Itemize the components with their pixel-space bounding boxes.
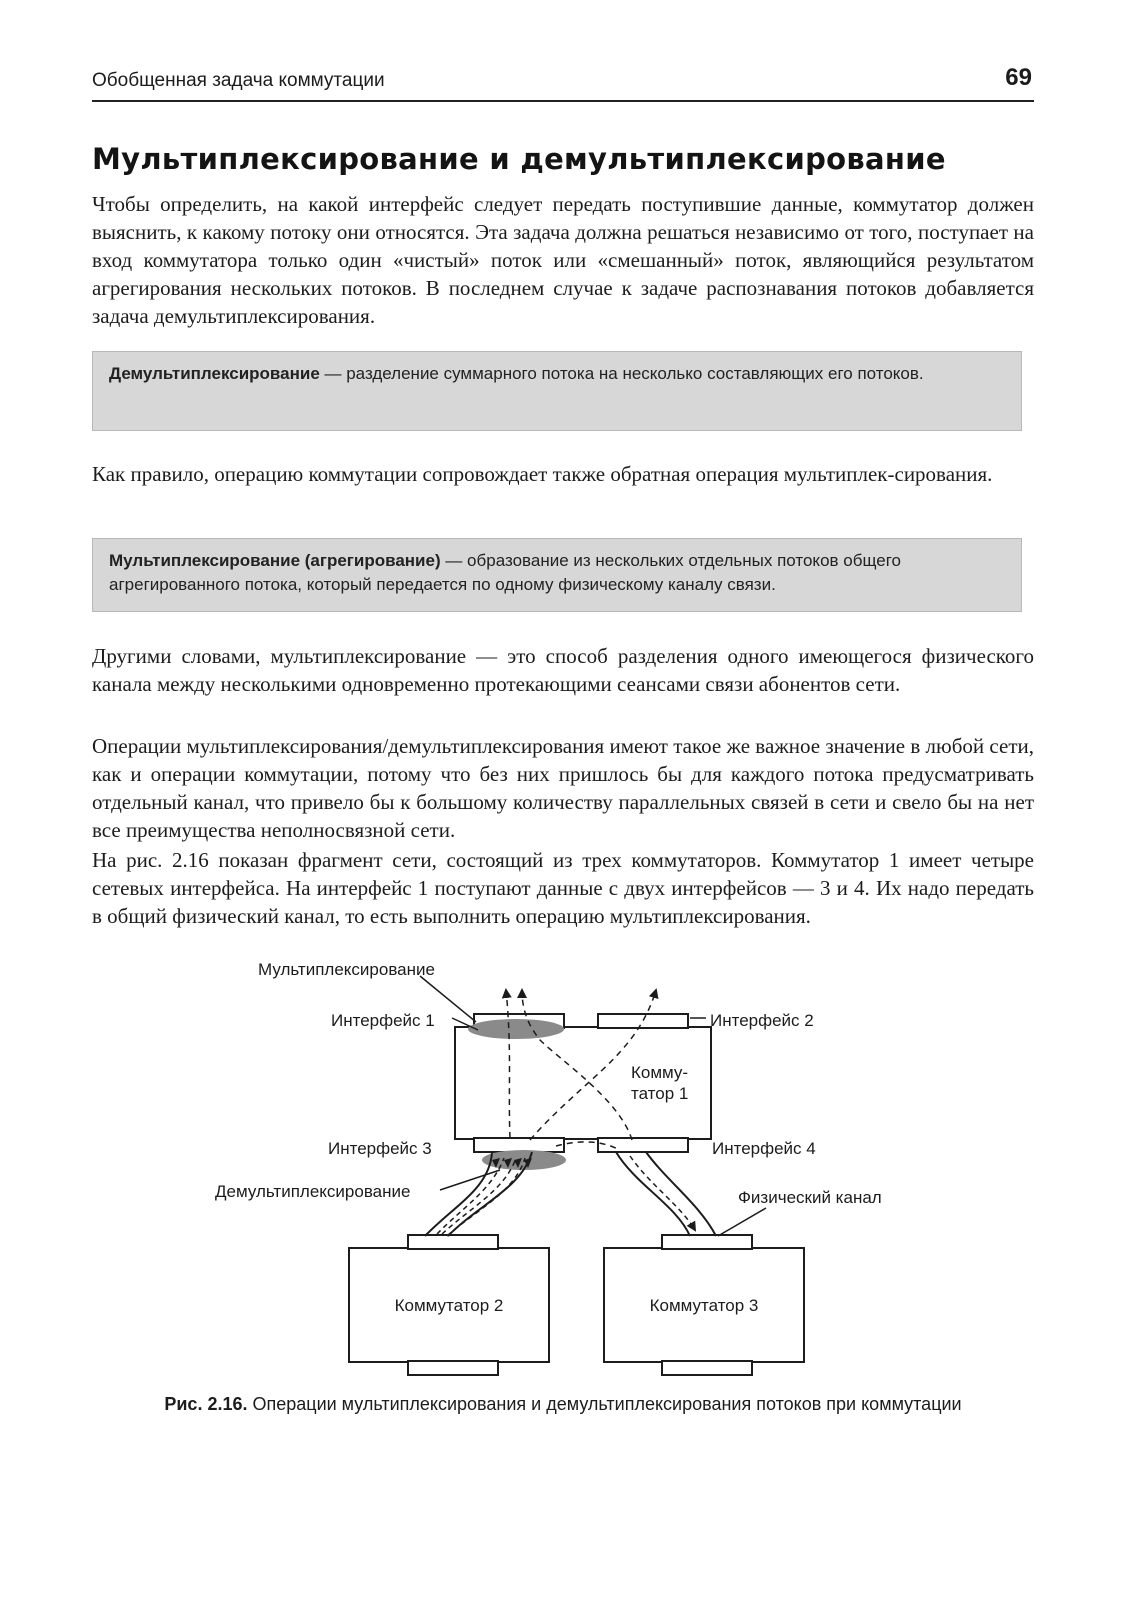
label-switch2: Коммутатор 2 (394, 1296, 504, 1315)
channel-right-edge-b (646, 1152, 716, 1236)
interface2-port (598, 1014, 688, 1028)
caption-text: Операции мультиплексирования и демультиплексирования потоков при коммутации (247, 1394, 962, 1414)
switch3-bottom-port (662, 1361, 752, 1375)
interface4-port (598, 1138, 688, 1152)
definition-box-multiplexing (92, 538, 1022, 612)
definition-text: — образование из нескольких отдельных потоков общего агрегированного потока, который передается по одному физическому каналу связи. (109, 551, 901, 594)
switch3-top-port (662, 1235, 752, 1249)
switching-diagram (0, 940, 1130, 1380)
paragraph-intro: Чтобы определить, на какой интерфейс следует передать поступившие данные, коммутатор должен выяснить, к какому потоку они относятся. Эта задача должна решаться независимо от того, поступает на вход коммутатора только один «чистый» поток или «смешанный» поток, являющийся результатом агрегирования нескольких потоков. В последнем случае к задаче распознавания потоков добавляется задача демультиплексирования. (92, 192, 1034, 328)
label-switch1-line1: Комму- (631, 1063, 689, 1082)
paragraph-other-words: Другими словами, мультиплексирование — это способ разделения одного имеющегося физического канала между несколькими одновременно протекающими сеансами связи абонентов сети. (92, 644, 1034, 696)
multiplexing-ellipse (468, 1019, 564, 1039)
label-interface1: Интерфейс 1 (331, 1011, 435, 1030)
label-interface3: Интерфейс 3 (328, 1139, 432, 1158)
definition-term: Демультиплексирование (109, 364, 320, 383)
label-switch3: Коммутатор 3 (649, 1296, 759, 1315)
label-multiplexing: Мультиплексирование (258, 960, 435, 979)
running-header (92, 64, 1034, 102)
label-interface2: Интерфейс 2 (710, 1011, 814, 1030)
switch2-bottom-port (408, 1361, 498, 1375)
definition-box-demultiplexing (92, 351, 1022, 431)
paragraph-importance: Операции мультиплексирования/демультиплексирования имеют такое же важное значение в любой сети, как и операции коммутации, потому что без них пришлось бы для каждого потока предусматривать отдельный канал, что привело бы к большому количеству параллельных связей в сети и свело бы на нет все преимущества неполносвязной сети. (92, 734, 1034, 842)
page-number: 69 (1005, 64, 1032, 91)
definition-term: Мультиплексирование (агрегирование) (109, 551, 441, 570)
physical-channel-leader-line (718, 1208, 766, 1236)
running-title: Обобщенная задача коммутации (92, 70, 385, 91)
figure-2-16 (0, 940, 1130, 1380)
channel-right-flow (630, 1156, 695, 1230)
switch1-box (455, 1027, 711, 1139)
switch2-top-port (408, 1235, 498, 1249)
label-demultiplexing: Демультиплексирование (215, 1182, 411, 1201)
label-switch1-line2: татор 1 (631, 1084, 689, 1103)
channel-right-edge-a (616, 1152, 690, 1236)
definition-text: — разделение суммарного потока на несколько составляющих его потоков. (319, 364, 924, 383)
paragraph-figure-reference: На рис. 2.16 показан фрагмент сети, состоящий из трех коммутаторов. Коммутатор 1 имеет четыре сетевых интерфейса. На интерфейс 1 поступают данные с двух интерфейсов — 3 и 4. Их надо передать в общий физический канал, то есть выполнить операцию мультиплексирования. (92, 848, 1034, 928)
label-interface4: Интерфейс 4 (712, 1139, 816, 1158)
interface3-port (474, 1138, 564, 1152)
channel-left-edge-a (425, 1152, 492, 1236)
label-physical-channel: Физический канал (738, 1188, 882, 1207)
section-title: Мультиплексирование и демультиплексирование (92, 142, 946, 176)
paragraph-reverse-operation: Как правило, операцию коммутации сопровождает также обратная операция мультиплек-сирования. (92, 462, 993, 486)
channel-left-flow-a (437, 1158, 504, 1234)
figure-caption (92, 1394, 1034, 1415)
channel-left-flow-b (442, 1158, 516, 1234)
caption-number: Рис. 2.16. (164, 1394, 248, 1414)
